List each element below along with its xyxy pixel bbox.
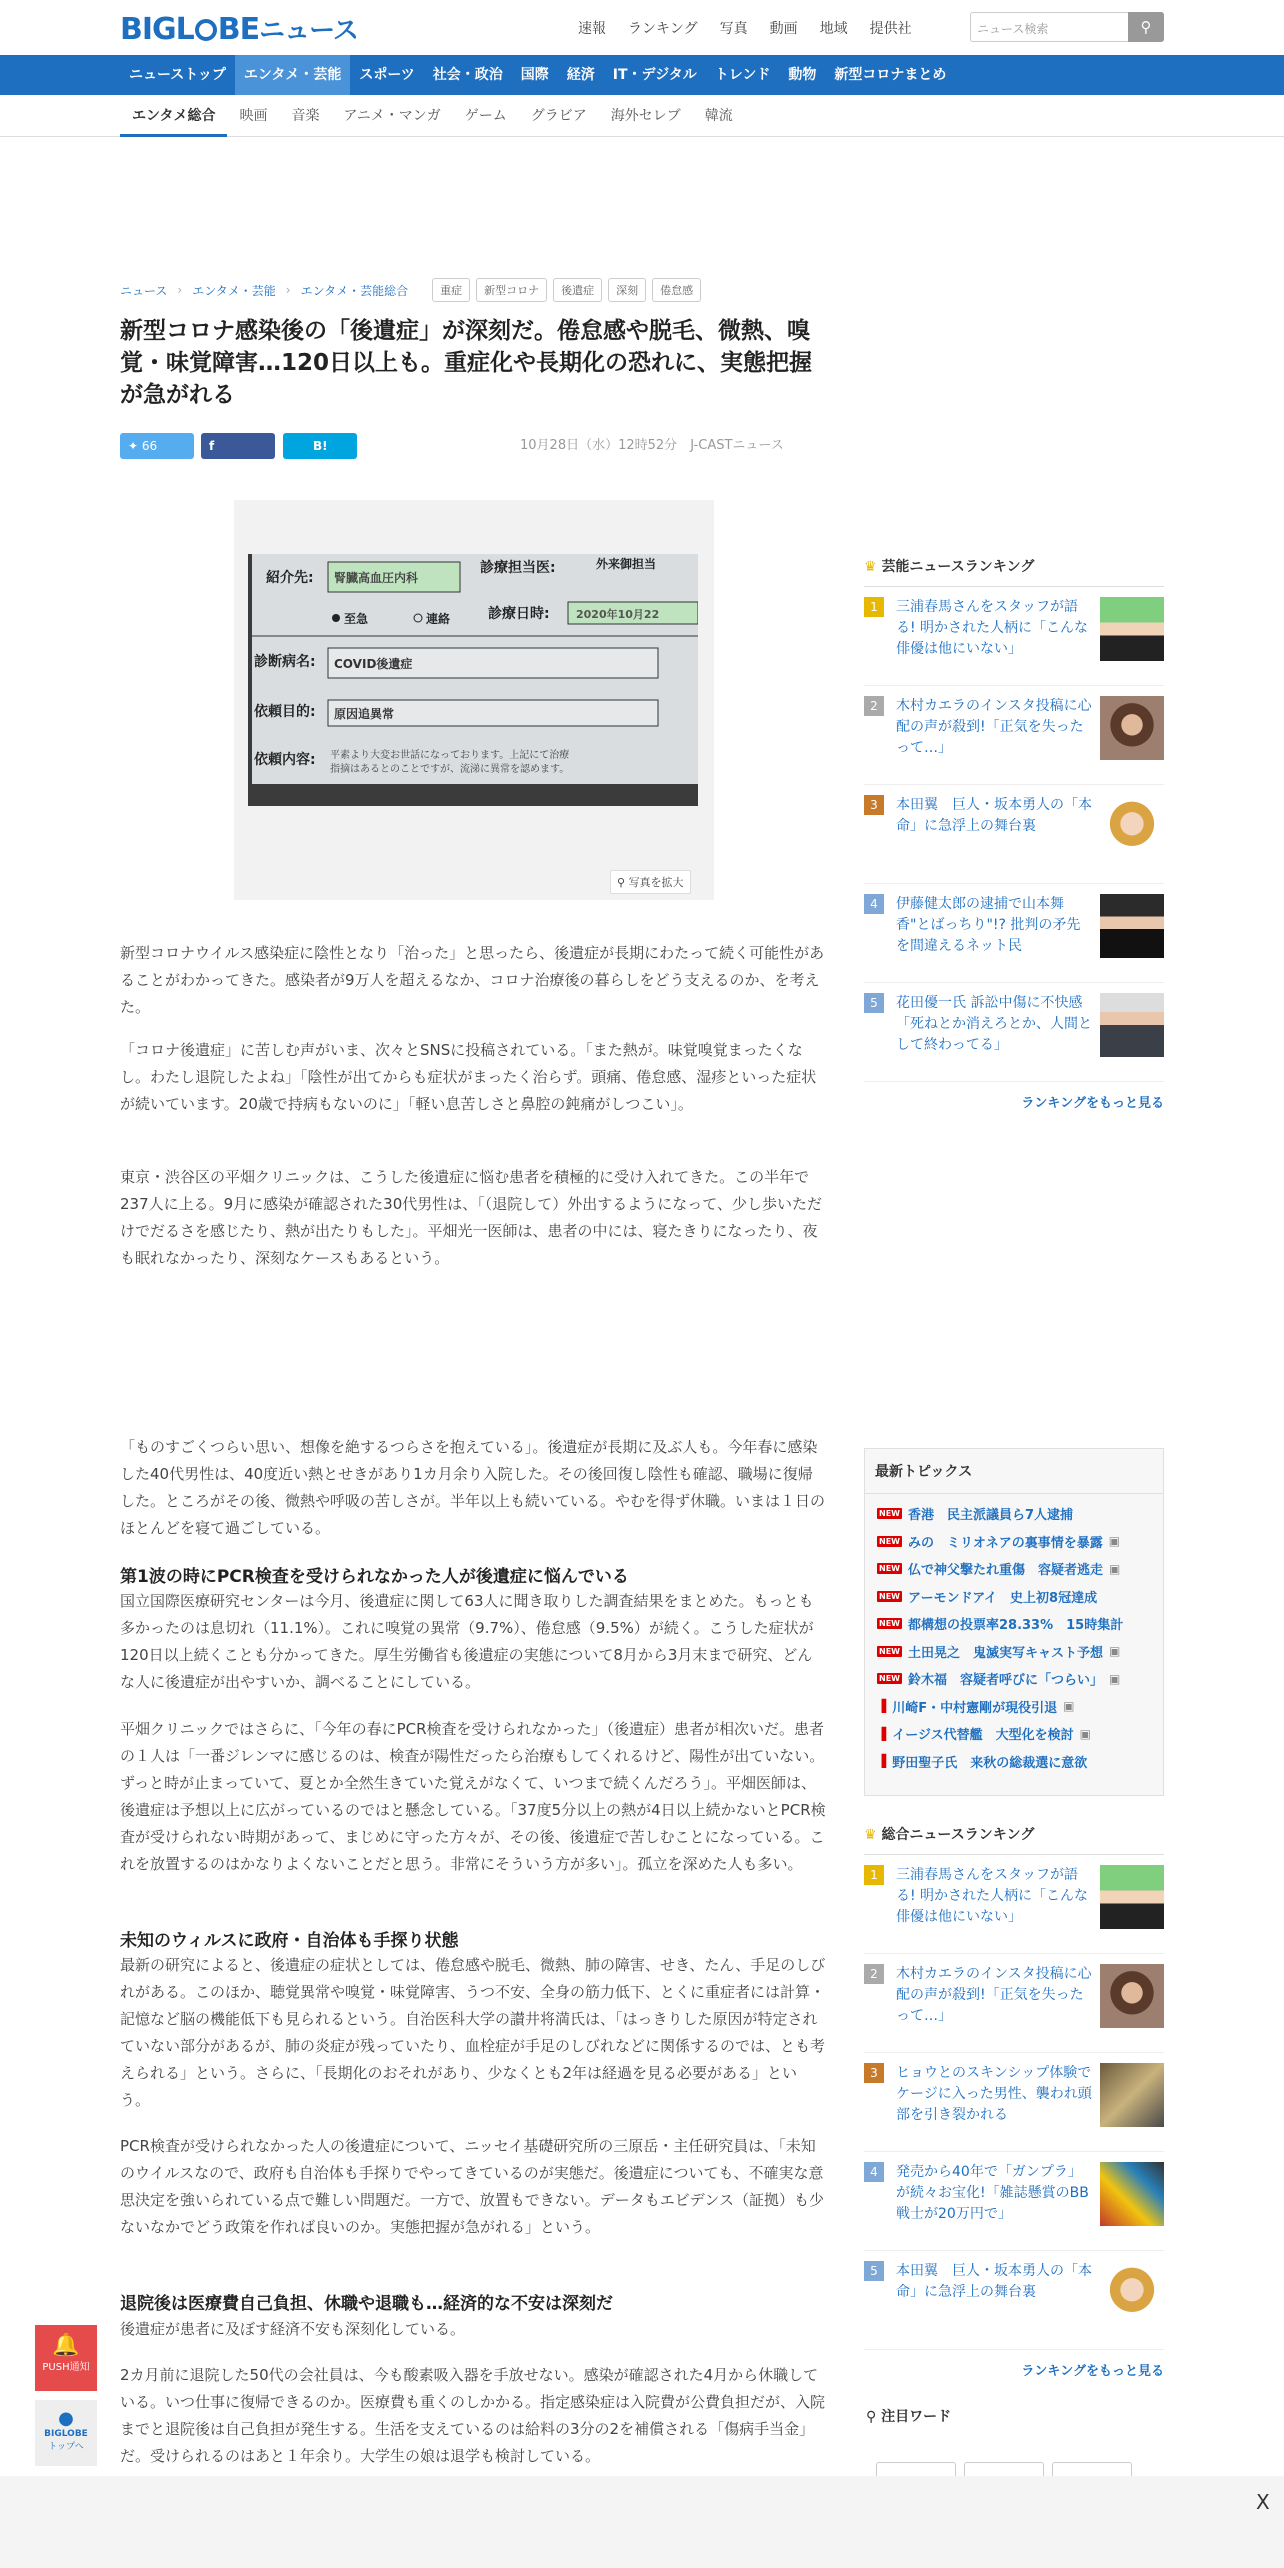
topic-text[interactable]: アーモンドアイ 史上初8冠達成 — [907, 1590, 1098, 1606]
rank-number: 2 — [864, 1964, 884, 1984]
new-badge: NEW — [879, 1591, 900, 1601]
topic-text[interactable]: みの ミリオネアの裏事情を暴露 — [907, 1535, 1103, 1551]
form-option: 連絡 — [426, 612, 451, 626]
topic-text[interactable]: 香港 民主派議員ら7人逮捕 — [907, 1508, 1074, 1524]
ranking-thumbnail — [1100, 993, 1164, 1057]
topics-title: 最新トピックス — [865, 1449, 1163, 1494]
topic-item[interactable] — [865, 1665, 1163, 1693]
nav-item-entertainment[interactable]: エンタメ・芸能 — [235, 55, 350, 95]
form-label: 診断病名: — [254, 654, 316, 670]
topic-list — [865, 1494, 1163, 1775]
ranking-item[interactable] — [864, 1954, 1164, 2053]
ranking-thumbnail — [1100, 2162, 1164, 2226]
breadcrumb-news[interactable]: ニュース — [120, 283, 168, 298]
rank-number: 1 — [864, 597, 884, 617]
new-badge: NEW — [879, 1619, 900, 1629]
rank-number: 1 — [864, 1865, 884, 1885]
rank-number: 5 — [864, 2261, 884, 2281]
camera-icon: ▣ — [1063, 1699, 1075, 1714]
form-value: 外来御担当 — [596, 557, 657, 571]
header-link-video[interactable]: 動画 — [769, 21, 798, 37]
nav-item-economy[interactable]: 経済 — [566, 67, 595, 83]
subnav-item-movie[interactable]: 映画 — [239, 108, 268, 124]
ranking-item-text[interactable]: 花田優一氏 訴訟中傷に不快感「死ねとか消えろとか、人間として終わってる」 — [896, 995, 1092, 1053]
topic-item[interactable] — [865, 1500, 1163, 1528]
chevron-right-icon: › — [285, 283, 291, 297]
article-date: 10月28日（水）12時52分 — [520, 438, 678, 453]
article-paragraph: PCR検査が受けられなかった人の後遺症について、ニッセイ基礎研究所の三原岳・主任研究員は、「未知のウイルスなので、政府も自治体も手探りでやってきているのが実態だ。後遺症についても、不確実な意思決定を強いられている点で難しい問題だ。一方で、放置もできない。データもエビデンス（証拠）も少ないなかでどう政策を作れば良いのか。実態把握が急がれる」という。 — [120, 2137, 824, 2236]
ranking-item-text[interactable]: 三浦春馬さんをスタッフが語る! 明かされた人柄に「こんな俳優は他にいない」 — [896, 599, 1089, 657]
ranking-more-link[interactable]: ランキングをもっと見る — [1021, 2364, 1164, 2379]
article-paragraph: 最新の研究によると、後遺症の症状としては、倦怠感や脱毛、微熱、肺の障害、せき、たん、手足のしびれがある。このほか、聴覚異常や嗅覚・味覚障害、うつ不安、全身の筋力低下、とくに重症者には計算・記憶など脳の機能低下も見られるという。自治医科大学の讃井将満氏は、「はっきりした原因が特定されていない部分があるが、肺の炎症が残っていたり、血栓症が手足のしびれなどに関係するのでは、とも考えられる」という。さらに、「長期化のおそれがあり、少なくとも2年は経過を見る必要がある」という。 — [120, 1956, 826, 2109]
new-badge: NEW — [879, 1564, 900, 1574]
ranking-thumbnail — [1100, 2261, 1164, 2325]
new-badge: NEW — [879, 1646, 900, 1656]
tag-list — [432, 278, 701, 302]
article-paragraph: 平畑クリニックではさらに、「今年の春にPCR検査を受けられなかった」（後遺症）患者が相次いだ。患者の１人は「一番ジレンマに感じるのは、検査が陽性だったら治療もしてくれるけど、陽性が出ていない。ずっと時が止まっていて、夏とか全然生きていた覚えがなくて、いつまで続くんだろう」。平畑医師は、後遺症は予想以上に広がっているのではと懸念している。「37度5分以上の熱が4日以上続かないとPCR検査が受けられない時期があって、まじめに守った方々が、その後、後遺症で苦しむことになっている。これを放置するのはかなりよくないことだと思う。非常にそういう方が多い」。孤立を深めた人も多い。 — [120, 1720, 826, 1873]
subnav-item-korean[interactable]: 韓流 — [704, 108, 733, 124]
new-badge: NEW — [879, 1509, 900, 1519]
bottom-ad-bar — [0, 2476, 1284, 2568]
ranking-thumbnail — [1100, 795, 1164, 859]
ranking-item-text[interactable]: 本田翼 巨人・坂本勇人の「本命」に急浮上の舞台裏 — [896, 2263, 1092, 2300]
camera-icon: ▣ — [1109, 1644, 1121, 1659]
nav-item-it[interactable]: IT・デジタル — [612, 67, 697, 83]
globe-icon: ● — [58, 2408, 74, 2429]
latest-topics — [864, 1448, 1164, 1796]
article-source[interactable]: J-CASTニュース — [690, 438, 784, 453]
camera-icon: ▣ — [1109, 1671, 1121, 1686]
medical-referral-form-image — [248, 554, 698, 806]
nav-item-trend[interactable]: トレンド — [714, 67, 771, 83]
topic-item[interactable] — [865, 1610, 1163, 1638]
rank-number: 3 — [864, 795, 884, 815]
ranking-item[interactable] — [864, 2053, 1164, 2152]
ranking-item-text[interactable]: 伊藤健太郎の逮捕で山本舞香"とばっちり"!? 批判の矛先を間違えるネット民 — [896, 896, 1081, 954]
topic-text[interactable]: 鈴木福 容疑者呼びに「つらい」 — [907, 1673, 1103, 1689]
article-paragraph: 後遺症が患者に及ぼす経済不安も深刻化している。 — [120, 2320, 466, 2338]
trending-bar-icon: ▐ — [877, 1754, 887, 1769]
section-heading: 第1波の時にPCR検査を受けられなかった人が後遺症に悩んでいる — [120, 1567, 629, 1587]
topic-item[interactable] — [865, 1638, 1163, 1666]
form-value: 平素より大変お世話になっております。上記にて治療 — [330, 750, 570, 761]
breadcrumb — [120, 278, 701, 302]
header-link-provider[interactable]: 提供社 — [869, 21, 912, 37]
camera-icon: ▣ — [1079, 1726, 1091, 1741]
tag[interactable]: 新型コロナ — [476, 278, 547, 302]
form-value: 原因追異常 — [334, 707, 395, 721]
header-link-breaking[interactable]: 速報 — [578, 21, 606, 37]
form-label: 依頼目的: — [254, 704, 316, 720]
hatena-bookmark-button[interactable]: B! — [283, 433, 357, 459]
site-header — [0, 0, 1284, 54]
article-paragraph: 国立国際医療研究センターは今月、後遺症に関して63人に聞き取りした調査結果をまとめた。もっとも多かったのは息切れ（11.1%）。これに嗅覚の異常（9.7%）、倦怠感（9.5%）が続く。こうした症状が120日以上続くことも分かってきた。厚生労働省も後遺症の実態について8月から3月末まで研究、どんな人に後遺症が出やすいか、調べることにしている。 — [120, 1592, 814, 1691]
search-button[interactable] — [1128, 12, 1164, 42]
subnav-item-anime[interactable]: アニメ・マンガ — [343, 108, 441, 124]
ranking-item-text[interactable]: 木村カエラのインスタ投稿に心配の声が殺到!「正気を失ったって…」 — [896, 1966, 1092, 2024]
breadcrumb-entertainment-general[interactable]: エンタメ・芸能総合 — [300, 283, 409, 298]
article-photo[interactable] — [248, 554, 698, 806]
topic-item[interactable] — [865, 1748, 1163, 1776]
camera-icon: ▣ — [1108, 1534, 1121, 1549]
zoom-icon: ⚲ — [617, 876, 626, 889]
subnav-item-gravure[interactable]: グラビア — [530, 108, 587, 124]
subnav-item-game[interactable]: ゲーム — [464, 108, 507, 124]
ranking-item[interactable] — [864, 587, 1164, 686]
facebook-share-button[interactable] — [201, 433, 275, 459]
ranking-item[interactable] — [864, 1855, 1164, 1954]
subnav-item-celeb[interactable]: 海外セレブ — [610, 108, 681, 124]
main-nav — [0, 55, 1284, 95]
tweet-count: 66 — [141, 439, 158, 453]
sub-nav — [0, 95, 1284, 137]
subnav-item-general[interactable]: エンタメ総合 — [120, 95, 227, 137]
ranking-item[interactable] — [864, 983, 1164, 1082]
nav-item-corona[interactable]: 新型コロナまとめ — [834, 67, 947, 83]
form-option: 至急 — [344, 612, 369, 626]
form-label: 診療担当医: — [480, 560, 556, 576]
enlarge-photo-button[interactable]: ⚲ 写真を拡大 — [610, 870, 691, 894]
back-to-top-button[interactable]: ● BIGLOBE トップへ — [35, 2400, 97, 2466]
push-notification-button[interactable]: 🔔 PUSH通知 — [35, 2325, 97, 2391]
nav-item-top[interactable]: ニューストップ — [129, 67, 226, 83]
trending-bar-icon: ▐ — [877, 1699, 887, 1714]
topic-text[interactable]: 仏で神父撃たれ重傷 容疑者逃走 — [907, 1563, 1103, 1579]
form-label: 依頼内容: — [254, 752, 316, 768]
topic-text[interactable]: 土田晃之 鬼滅実写キャスト予想 — [907, 1645, 1103, 1661]
ranking-thumbnail — [1100, 597, 1164, 661]
ranking-item[interactable] — [864, 686, 1164, 785]
chevron-right-icon: › — [177, 283, 183, 297]
ranking-item-text[interactable]: 三浦春馬さんをスタッフが語る! 明かされた人柄に「こんな俳優は他にいない」 — [896, 1867, 1089, 1925]
topic-text[interactable]: 川崎F・中村憲剛が現役引退 — [892, 1700, 1058, 1716]
ranking-item-text[interactable]: ヒョウとのスキンシップ体験でケージに入った男性、襲われ頭部を引き裂かれる — [896, 2065, 1092, 2123]
ranking-thumbnail — [1100, 696, 1164, 760]
ranking-item-text[interactable]: 木村カエラのインスタ投稿に心配の声が殺到!「正気を失ったって…」 — [896, 698, 1092, 756]
topic-item[interactable] — [865, 1693, 1163, 1721]
breadcrumb-entertainment[interactable]: エンタメ・芸能 — [192, 283, 276, 298]
article-paragraph: 新型コロナウイルス感染症に陰性となり「治った」と思ったら、後遺症が長期にわたって続く可能性があることがわかってきた。感染者が9万人を超えるなか、コロナ治療後の暮らしをどう支えるのか、を考えた。 — [120, 944, 825, 1016]
article-title: 新型コロナ感染後の「後遺症」が深刻だ。倦怠感や脱毛、微熱、嗅覚・味覚障害…120日以上も。重症化や長期化の恐れに、実態把握が急がれる — [120, 318, 813, 408]
rank-number: 4 — [864, 2162, 884, 2182]
close-ad-button[interactable]: X — [1256, 2490, 1270, 2514]
tag[interactable]: 後遺症 — [553, 278, 602, 302]
entertainment-ranking — [864, 556, 1164, 1111]
globe-icon — [195, 19, 217, 41]
subnav-item-music[interactable]: 音楽 — [291, 108, 320, 124]
ranking-thumbnail — [1100, 894, 1164, 958]
rank-number: 3 — [864, 2063, 884, 2083]
ranking-item-text[interactable]: 本田翼 巨人・坂本勇人の「本命」に急浮上の舞台裏 — [896, 797, 1092, 834]
ranking-title: ♛ 総合ニュースランキング — [864, 1824, 1164, 1855]
rank-number: 2 — [864, 696, 884, 716]
form-value: 腎臓高血圧内科 — [334, 571, 419, 585]
form-value: 2020年10月22 — [576, 608, 660, 621]
nav-item-sports[interactable]: スポーツ — [359, 67, 415, 83]
topic-item[interactable] — [865, 1555, 1163, 1583]
nav-item-international[interactable]: 国際 — [520, 67, 549, 83]
section-heading: 退院後は医療費自己負担、休職や退職も…経済的な不安は深刻だ — [120, 2294, 613, 2314]
twitter-icon: ✦ — [128, 439, 139, 453]
ranking-item-text[interactable]: 発売から40年で「ガンプラ」が続々お宝化!「雑誌懸賞のBB戦士が20万円で」 — [896, 2164, 1089, 2222]
topic-text[interactable]: 野田聖子氏 来秋の総裁選に意欲 — [892, 1755, 1088, 1771]
ranking-more-link[interactable]: ランキングをもっと見る — [1021, 1096, 1164, 1111]
form-value: COVID後遺症 — [334, 657, 413, 671]
topic-item[interactable] — [865, 1528, 1163, 1556]
header-links — [578, 18, 912, 38]
facebook-icon: f — [209, 439, 215, 453]
ranking-item[interactable] — [864, 2251, 1164, 2350]
topic-text[interactable]: イージス代替艦 大型化を検討 — [892, 1728, 1074, 1744]
crown-icon: ♛ — [864, 559, 877, 575]
article-meta — [520, 434, 784, 453]
article-paragraph: 2カ月前に退院した50代の会社員は、今も酸素吸入器を手放せない。感染が確認された4月から休職している。いつ仕事に復帰できるのか。医療費も重くのしかかる。指定感染症は入院費が公費負担だが、入院までと退院後は自己負担が発生する。生活を支えているのは給料の3分の2を補償される「傷病手当金」だ。受けられるのはあと１年余り。大学生の娘は退学も検討している。 — [120, 2366, 826, 2465]
ranking-item[interactable] — [864, 884, 1164, 983]
topic-item[interactable] — [865, 1720, 1163, 1748]
form-label: 紹介先: — [266, 570, 314, 586]
overall-ranking — [864, 1824, 1164, 2379]
nav-item-society[interactable]: 社会・政治 — [432, 67, 503, 83]
topic-text[interactable]: 都構想の投票率28.33% 15時集計 — [907, 1618, 1124, 1634]
tweet-button[interactable] — [120, 433, 194, 459]
search-input[interactable]: ニュース検索 — [970, 12, 1164, 42]
search-icon: ⚲ — [866, 2409, 877, 2425]
rank-number: 4 — [864, 894, 884, 914]
rank-number: 5 — [864, 993, 884, 1013]
trending-bar-icon: ▐ — [877, 1726, 887, 1741]
new-badge: NEW — [879, 1674, 900, 1684]
new-badge: NEW — [879, 1536, 900, 1546]
ranking-thumbnail — [1100, 1865, 1164, 1929]
tag[interactable]: 倦怠感 — [652, 278, 701, 302]
camera-icon: ▣ — [1109, 1561, 1121, 1576]
header-link-ranking[interactable]: ランキング — [628, 21, 698, 37]
article-paragraph: 「ものすごくつらい思い、想像を絶するつらさを抱えている」。後遺症が長期に及ぶ人も。今年春に感染した40代男性は、40度近い熱とせきがあり1カ月余り入院した。その後回復し陰性も確認、職場に復帰した。ところがその後、微熱や呼吸の苦しさが。半年以上も続いている。やむを得ず休職。いまは１日のほとんどを寝て過ごしている。 — [120, 1438, 826, 1537]
featured-words-title: ⚲ 注目ワード — [866, 2409, 952, 2425]
article-paragraph: 「コロナ後遺症」に苦しむ声がいま、次々とSNSに投稿されている。「また熱が。味覚嗅覚まったくなし。わたし退院したよね」「陰性が出てからも症状がまったく治らず。頭痛、倦怠感、湿疹といった症状が続いています。20歳で持病もないのに」「軽い息苦しさと鼻腔の鈍痛がしつこい」。 — [120, 1041, 817, 1113]
ranking-item[interactable] — [864, 2152, 1164, 2251]
crown-icon: ♛ — [864, 1827, 877, 1843]
header-link-photo[interactable]: 写真 — [719, 21, 748, 37]
ranking-title: ♛ 芸能ニュースランキング — [864, 556, 1164, 587]
ranking-thumbnail — [1100, 1964, 1164, 2028]
nav-item-animals[interactable]: 動物 — [788, 67, 817, 83]
ranking-item[interactable] — [864, 785, 1164, 884]
article-paragraph: 東京・渋谷区の平畑クリニックは、こうした後遺症に悩む患者を積極的に受け入れてきた。この半年で237人に上る。9月に感染が確認された30代男性は、「（退院して）外出するようになって、少し歩いただけでだるさを感じたり、熱が出たりもした」。平畑光一医師は、患者の中には、寝たきりになったり、夜も眠れなかったり、深刻なケースもあるという。 — [120, 1168, 822, 1267]
section-heading: 未知のウィルスに政府・自治体も手探り状態 — [120, 1931, 459, 1951]
ranking-thumbnail — [1100, 2063, 1164, 2127]
form-label: 診療日時: — [488, 606, 550, 622]
tag[interactable]: 深刻 — [608, 278, 646, 302]
search-icon: ⚲ — [1140, 18, 1152, 36]
form-value: 指摘はあるとのことですが、流涕に異常を認めます。 — [330, 764, 570, 775]
tag[interactable]: 重症 — [432, 278, 470, 302]
biglobe-logo[interactable]: BIGL BEニュース — [120, 12, 358, 47]
topic-item[interactable] — [865, 1583, 1163, 1611]
bell-icon: 🔔 — [52, 2333, 80, 2358]
header-link-region[interactable]: 地域 — [819, 21, 848, 37]
